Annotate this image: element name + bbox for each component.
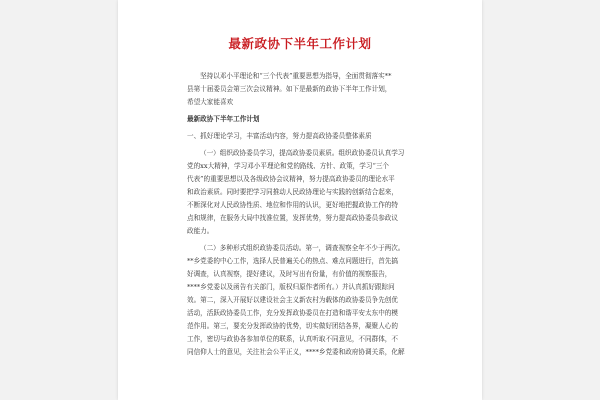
para2-line: 活动，活跃政协委员工作，充分发挥政协委员在打造和谐平安太东中的模 <box>187 309 398 317</box>
para2-line: **乡党委的中心工作，选择人民普遍关心的热点、难点问题进行，首先搞 <box>187 257 398 265</box>
intro-line: 坚持以邓小平理论和“三个代表”重要思想为指导，全面贯彻落实** <box>200 72 392 80</box>
section1-heading: 一、抓好理论学习，丰富活动内容，努力提高政协委员整体素质 <box>187 132 372 140</box>
para2-line: 工作，密切与政协各参加单位的联系，认真听取不同意见，不同群体，不 <box>187 335 398 343</box>
document-page <box>118 0 482 400</box>
para1-line: 点和规律，在服务大局中找准位置，发挥优势，努力提高政协委员参政议 <box>187 214 398 222</box>
intro-line: 希望大家能喜欢 <box>187 98 234 106</box>
para1-line: 代表”的重要思想以及各级政协会议精神，努力提高政协委员的理论水平 <box>187 175 395 183</box>
intro-line: 县第十届委员会第三次会议精神。如下是最新的政协下半年工作计划， <box>187 85 392 93</box>
para2-line: 范作用。第三，要充分发挥政协的优势，切实做好团结各界，凝聚人心的 <box>187 322 398 330</box>
para1-line: 政能力。 <box>187 227 214 235</box>
subtitle: 最新政协下半年工作计划 <box>187 115 260 123</box>
para2-line: ****乡党委以及函告有关部门，版权归原作者所有。）并认真抓好跟踪问 <box>187 283 395 291</box>
para2-line: （二）多种形式组织政协委员活动。第一，调查视察全年不少于两次。 <box>200 244 405 252</box>
para2-line: 同信仰人士的意见，关注社会公平正义，****乡党委和政府协调关系，化解 <box>187 348 405 356</box>
para1-line: 和政治素质。同时要把学习同推动人民政协理论与实践的创新结合起来， <box>187 188 398 196</box>
para1-line: 党的xx大精神，学习邓小平理论和党的路线、方针、政策，学习“三个 <box>187 162 390 170</box>
para2-line: 好调查，认真视察，提好建议，及时写出有份量，有价值的视察报告， <box>187 270 392 278</box>
para2-line: 效。第二，深入开展好以建设社会主义新农村为载体的政协委员争先创优 <box>187 296 398 304</box>
document-body <box>174 70 428 359</box>
document-title: 最新政协下半年工作计划 <box>228 36 372 51</box>
para1-line: 不断深化对人民政协性质、地位和作用的认识，更好地把握政协工作的特 <box>187 201 398 209</box>
para1-line: （一）组织政协委员学习，提高政协委员素质。组织政协委员认真学习 <box>200 149 405 157</box>
